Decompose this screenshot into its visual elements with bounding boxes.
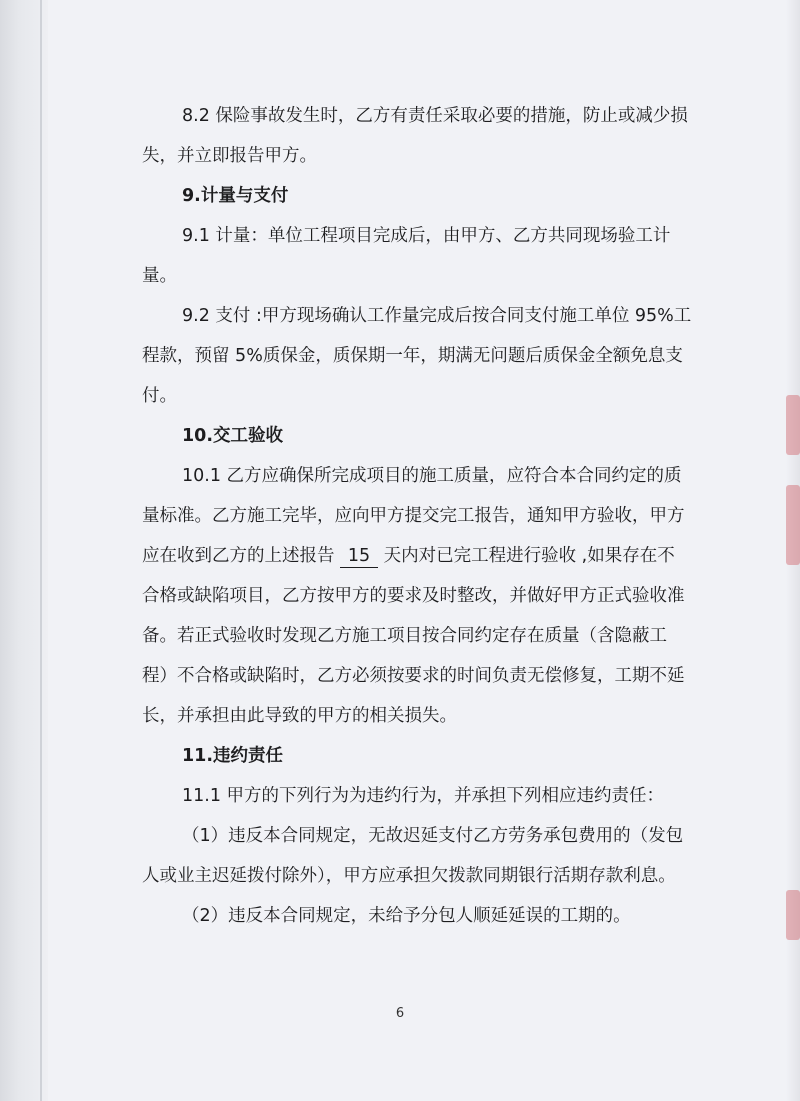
seal-fragment-bottom	[786, 890, 800, 940]
contract-paragraph: 9.2 支付 :甲方现场确认工作量完成后按合同支付施工单位 95%工程款，预留 5%质保金，质保期一年，期满无问题后质保金全额免息支付。	[142, 306, 692, 406]
paragraph-text: 10.1 乙方应确保所完成项目的施工质量，应符合本合同约定的质量标准。乙方施工完毕，应向甲方提交完工报告，通知甲方验收，甲方应在收到乙方的上述报告	[142, 466, 685, 566]
paragraph-text: 天内对已完工程进行验收 ,如果存在不合格或缺陷项目，乙方按甲方的要求及时整改，并做好甲方正式验收准备。若正式验收时发现乙方施工项目按合同约定存在质量（含隐蔽工程）不合格或缺陷时，乙方必须按要求的时间负责无偿修复，工期不延长，并承担由此导致的甲方的相关损失。	[142, 546, 685, 726]
section-heading: 9.计量与支付	[182, 186, 289, 206]
page-number: 6	[395, 1006, 405, 1021]
section-heading: 11.违约责任	[182, 746, 284, 766]
seal-fragment-top	[786, 395, 800, 455]
seal-fragment-middle	[786, 485, 800, 565]
contract-paragraph: 11.1 甲方的下列行为为违约行为，并承担下列相应违约责任：	[182, 786, 665, 806]
contract-paragraph: 8.2 保险事故发生时，乙方有责任采取必要的措施，防止或减少损失，并立即报告甲方。	[142, 106, 688, 166]
contract-paragraph: 9.1 计量：单位工程项目完成后，由甲方、乙方共同现场验工计量。	[142, 226, 671, 286]
contract-page-body	[142, 96, 692, 936]
scan-binding-line	[40, 0, 42, 1101]
contract-paragraph: （2）违反本合同规定，未给予分包人顺延延误的工期的。	[182, 906, 631, 926]
filled-blank-days: 15	[340, 545, 378, 568]
contract-paragraph	[142, 456, 692, 736]
contract-paragraph: （1）违反本合同规定，无故迟延支付乙方劳务承包费用的（发包人或业主迟延拨付除外），甲方应承担欠拨款同期银行活期存款利息。	[142, 826, 684, 886]
section-heading: 10.交工验收	[182, 426, 284, 446]
